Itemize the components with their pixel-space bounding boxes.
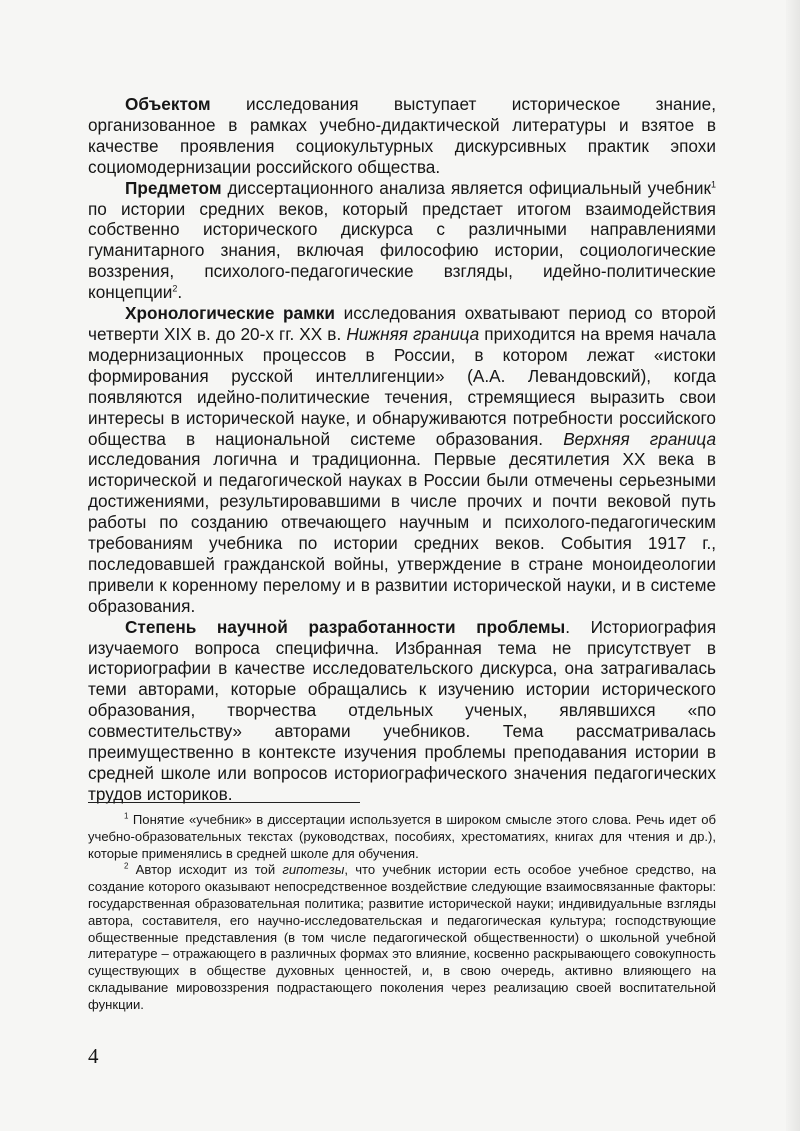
- footnote-separator: [88, 802, 360, 803]
- footnote-1: [88, 812, 716, 862]
- footnotes: [88, 812, 716, 1014]
- footnote-2-text-b: , что учебник истории есть особое учебное средство, на создание которого оказывают непосредственное воздействие следующие взаимосвязанные факторы: государственная образовательная политика; развитие исторической науки; индивидуальные взгляды автора, составителя, его научно-исследовательская и педагогическая культура; господствующие общественные представления (в том числе педагогической общественности) о школьной учебной литературе – отражающего в различных формах это влияние, косвенно раскрывающего совокупность существующих в обществе духовных ценностей, и, в свою очередь, активно влияющего на складывание мировоззрения подрастающего поколения через реализацию своей воспитательной функции.: [88, 862, 716, 1012]
- page-number: 4: [88, 1044, 99, 1068]
- footnote-1-text: Понятие «учебник» в диссертации используется в широком смысле этого слова. Речь идет об учебно-образовательных текстах (руководствах, пособиях, хрестоматиях, книгах для чтения и др.), которые применялись в средней школе для обучения.: [88, 812, 716, 861]
- term-subject: Предметом: [125, 177, 222, 198]
- footnote-2: [88, 862, 716, 1013]
- paragraph-research-degree: [88, 617, 716, 805]
- term-research-degree: Степень научной разработанности проблемы: [125, 616, 566, 637]
- page-edge-shadow: [786, 0, 800, 1131]
- main-text: [88, 94, 716, 805]
- footnote-2-emphasis: гипотезы: [282, 862, 345, 878]
- footnote-2-marker: 2: [124, 862, 129, 872]
- term-chronology: Хронологические рамки: [125, 303, 335, 324]
- footnote-1-marker: 1: [124, 811, 129, 821]
- term-lower-bound: Нижняя граница: [346, 323, 480, 344]
- paragraph-subject-text-b: по истории средних веков, который предстает итогом взаимодействия собственно исторического дискурса с различными направлениями гуманитарного знания, включая философию истории, социологические воззрения, психолого-педагогические взгляды, идейно-политические концепции: [88, 198, 716, 303]
- footnote-ref-2[interactable]: 2: [172, 283, 178, 294]
- paragraph-chronology-text-b: приходится на время начала модернизационных процессов в России, в котором лежат «истоки формирования русской интеллигенции» (А.А. Левандовский), когда появляются идейно-политические течения, стремящиеся выразить свои интересы в исторической науке, и обнаруживаются потребности российского общества в национальной системе образования.: [88, 323, 716, 449]
- paragraph-object-text: исследования выступает историческое знание, организованное в рамках учебно-дидактической литературы и взятое в качестве проявления социокультурных дискурсивных практик эпохи социомодернизации российского общества.: [88, 94, 716, 177]
- paragraph-object: [88, 94, 716, 178]
- paragraph-subject-text-c: .: [177, 282, 183, 303]
- footnote-ref-1[interactable]: 1: [710, 178, 716, 189]
- paragraph-chronology-text-c: исследования логична и традиционна. Первые десятилетия XX века в исторической и педагогической науках в России были отмечены серьезными достижениями, результировавшими в числе прочих и почти вековой путь работы по созданию отвечающего научным и психолого-педагогическим требованиям учебника по истории средних веков. События 1917 г., последовавшей гражданской войны, утверждение в стране моноидеологии привели к коренному перелому и в развитии исторической науки, и в системе образования.: [88, 449, 716, 616]
- paragraph-subject-text-a: диссертационного анализа является официальный учебник: [221, 177, 711, 198]
- footnote-2-text-a: Автор исходит из той: [128, 862, 283, 878]
- paragraph-chronology-text-a: исследования охватывают период со второй четверти XIX в. до 20-х гг. XX в.: [88, 303, 716, 344]
- term-upper-bound: Верхняя граница: [563, 428, 716, 449]
- term-object: Объектом: [125, 94, 211, 114]
- paragraph-research-degree-text: . Историография изучаемого вопроса специфична. Избранная тема не присутствует в историографии в качестве исследовательского дискурса, она затрагивалась теми авторами, которые обращались к изучению истории исторического образования, творчества отдельных ученых, являвшихся «по совместительству» авторами учебников. Тема рассматривалась преимущественно в контексте изучения проблемы преподавания истории в средней школе или вопросов историографического значения педагогических трудов историков.: [88, 616, 716, 804]
- paragraph-chronology: [88, 303, 716, 617]
- paragraph-subject: [88, 178, 716, 303]
